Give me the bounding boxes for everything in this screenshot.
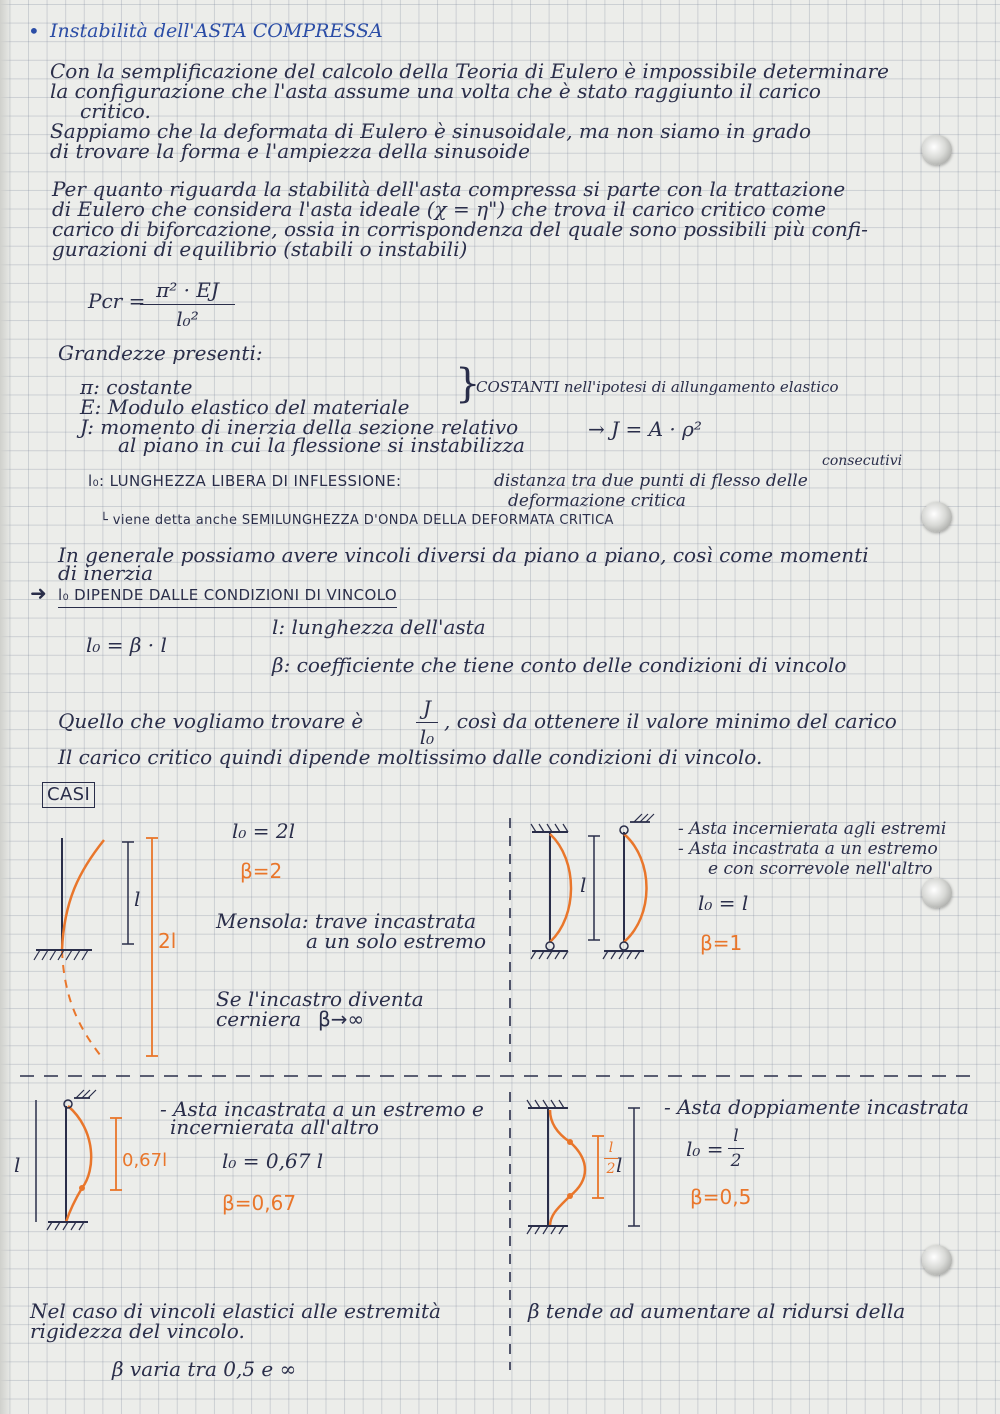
grandezza-item: E: Modulo elastico del materiale [80, 395, 410, 419]
case4-l0: l₀ = [686, 1137, 724, 1161]
inflection-point [567, 1139, 573, 1145]
case4-desc: - Asta doppiamente incastrata [664, 1095, 969, 1119]
case1-note: Se l'incastro diventa [216, 987, 424, 1011]
grandezza-item: π: costante [80, 375, 193, 399]
case2-diagrams [531, 814, 654, 959]
l0-definition: l₀: LUNGHEZZA LIBERA DI INFLESSIONE: [88, 472, 402, 490]
case1-label-l: l [134, 887, 141, 911]
case2-beta: β=1 [700, 931, 743, 955]
deformed-shape [624, 834, 647, 942]
inflection-point [79, 1185, 85, 1191]
intro-line: la configurazione che l'asta assume una volta che è stato raggiunto il carico [50, 79, 821, 103]
quello-line: , così da ottenere il valore minimo del carico [444, 709, 897, 733]
fraction-numerator: l [608, 1140, 614, 1156]
case2-desc: - Asta incastrata a un estremo [678, 839, 938, 859]
casi-label: CASI [42, 782, 95, 808]
deformed-shape [550, 834, 571, 942]
formula-lhs: Pcr = [88, 289, 146, 313]
case2-label-l: l [580, 873, 587, 897]
general-line: di inerzia [58, 561, 154, 585]
case1-label-2l: 2l [158, 929, 177, 953]
intro-line: Sappiamo che la deformata di Eulero è sinusoidale, ma non siamo in grado [50, 119, 812, 143]
case3-desc: - Asta incastrata a un estremo e [160, 1097, 484, 1121]
quello-line: Il carico critico quindi dipende moltissimo dalle condizioni di vincolo. [58, 745, 763, 769]
case1-note: cerniera [216, 1007, 302, 1031]
deformed-shape [66, 1106, 91, 1222]
case1-note-beta: β→∞ [318, 1007, 365, 1031]
stability-line: di Eulero che considera l'asta ideale (χ = η") che trova il carico critico come [52, 197, 827, 221]
hinge [620, 942, 628, 950]
case4-diagram [527, 1100, 640, 1234]
euler-denominator: l₀² [176, 307, 199, 331]
stability-line: carico di biforcazione, ossia in corrispondenza del quale sono possibili più confi- [52, 217, 868, 241]
case3-label-067l: 0,67l [122, 1150, 168, 1171]
l0-consecutivi: consecutivi [822, 453, 903, 469]
general-line: In generale possiamo avere vincoli diversi da piano a piano, così come momenti [58, 543, 869, 567]
punch-hole [922, 135, 952, 165]
page-title: Instabilità dell'ASTA COMPRESSA [50, 20, 383, 42]
hinge [64, 1100, 72, 1108]
fraction-numerator: J [422, 696, 432, 720]
case1-beta: β=2 [240, 859, 283, 883]
footer-line: Nel caso di vincoli elastici alle estremità [30, 1299, 441, 1323]
intro-line: Con la semplificazione del calcolo della Teoria di Eulero è impossibile determinare [50, 59, 889, 83]
hinge [546, 942, 554, 950]
punch-hole [922, 878, 952, 908]
footer-line: β tende ad aumentare al ridursi della [528, 1299, 906, 1323]
fraction-denominator: 2 [606, 1161, 616, 1177]
arrow-icon: ➜ [30, 581, 47, 605]
grandezze-title: Grandezze presenti: [58, 341, 263, 365]
grandezza-item: J: momento di inerzia della sezione relativo [80, 415, 519, 439]
case3-diagram [36, 1090, 122, 1230]
dipende-heading: l₀ DIPENDE DALLE CONDIZIONI DI VINCOLO [58, 584, 397, 608]
fraction-numerator: l [733, 1126, 739, 1146]
fraction-denominator: 2 [730, 1151, 742, 1171]
l-definition: l: lunghezza dell'asta [272, 615, 486, 639]
deformed-shape [62, 840, 104, 950]
inflection-point [567, 1193, 573, 1199]
costanti-brace: } [455, 361, 481, 407]
quello-line: Quello che vogliamo trovare è [58, 709, 364, 733]
case2-l0: l₀ = l [698, 891, 749, 915]
punch-hole [922, 502, 952, 532]
intro-line: critico. [80, 99, 151, 123]
fraction-denominator: l₀ [419, 725, 435, 749]
l0-formula: l₀ = β · l [86, 633, 167, 657]
case3-l0: l₀ = 0,67 l [222, 1149, 324, 1173]
euler-numerator: π² · EJ [156, 278, 219, 302]
case4-l0-fraction [728, 1126, 744, 1171]
case3-label-l: l [14, 1153, 21, 1177]
intro-line: di trovare la forma e l'ampiezza della sinusoide [50, 139, 530, 163]
grandezza-item: al piano in cui la flessione si instabilizza [118, 433, 525, 457]
euler-fraction [140, 278, 235, 331]
footer-line: β varia tra 0,5 e ∞ [112, 1357, 297, 1381]
case1-desc: a un solo estremo [306, 929, 487, 953]
case1-desc: Mensola: trave incastrata [216, 909, 477, 933]
punch-hole [922, 1245, 952, 1275]
deformed-shape [550, 1110, 585, 1226]
case3-beta: β=0,67 [222, 1191, 297, 1215]
costanti-note: COSTANTI nell'ipotesi di allungamento elastico [476, 378, 839, 396]
case1-cantilever-diagram [34, 838, 158, 1060]
case3-desc: incernierata all'altro [170, 1115, 379, 1139]
j-over-l0-fraction [416, 696, 438, 749]
case4-beta: β=0,5 [690, 1185, 752, 1209]
title-bullet: • [28, 19, 40, 43]
semilunghezza-note: └ viene detta anche SEMILUNGHEZZA D'ONDA DELLA DEFORMATA CRITICA [100, 513, 614, 528]
hinge [620, 826, 628, 834]
case4-label-l: l [616, 1153, 623, 1177]
beta-definition: β: coefficiente che tiene conto delle condizioni di vincolo [272, 653, 847, 677]
l0-definition-cont: deformazione critica [508, 491, 686, 511]
j-formula: → J = A · ρ² [588, 417, 702, 441]
case2-desc: e con scorrevole nell'altro [708, 859, 933, 879]
stability-line: Per quanto riguarda la stabilità dell'asta compressa si parte con la trattazione [52, 177, 846, 201]
case2-desc: - Asta incernierata agli estremi [678, 819, 947, 839]
virtual-extension [62, 950, 104, 1060]
l0-definition-cont: distanza tra due punti di flesso delle [494, 471, 808, 491]
page-edge [0, 0, 12, 1414]
footer-line: rigidezza del vincolo. [30, 1319, 245, 1343]
support-hatch [34, 950, 88, 960]
stability-line: gurazioni di equilibrio (stabili o instabili) [52, 237, 468, 261]
case1-l0: l₀ = 2l [232, 819, 296, 843]
